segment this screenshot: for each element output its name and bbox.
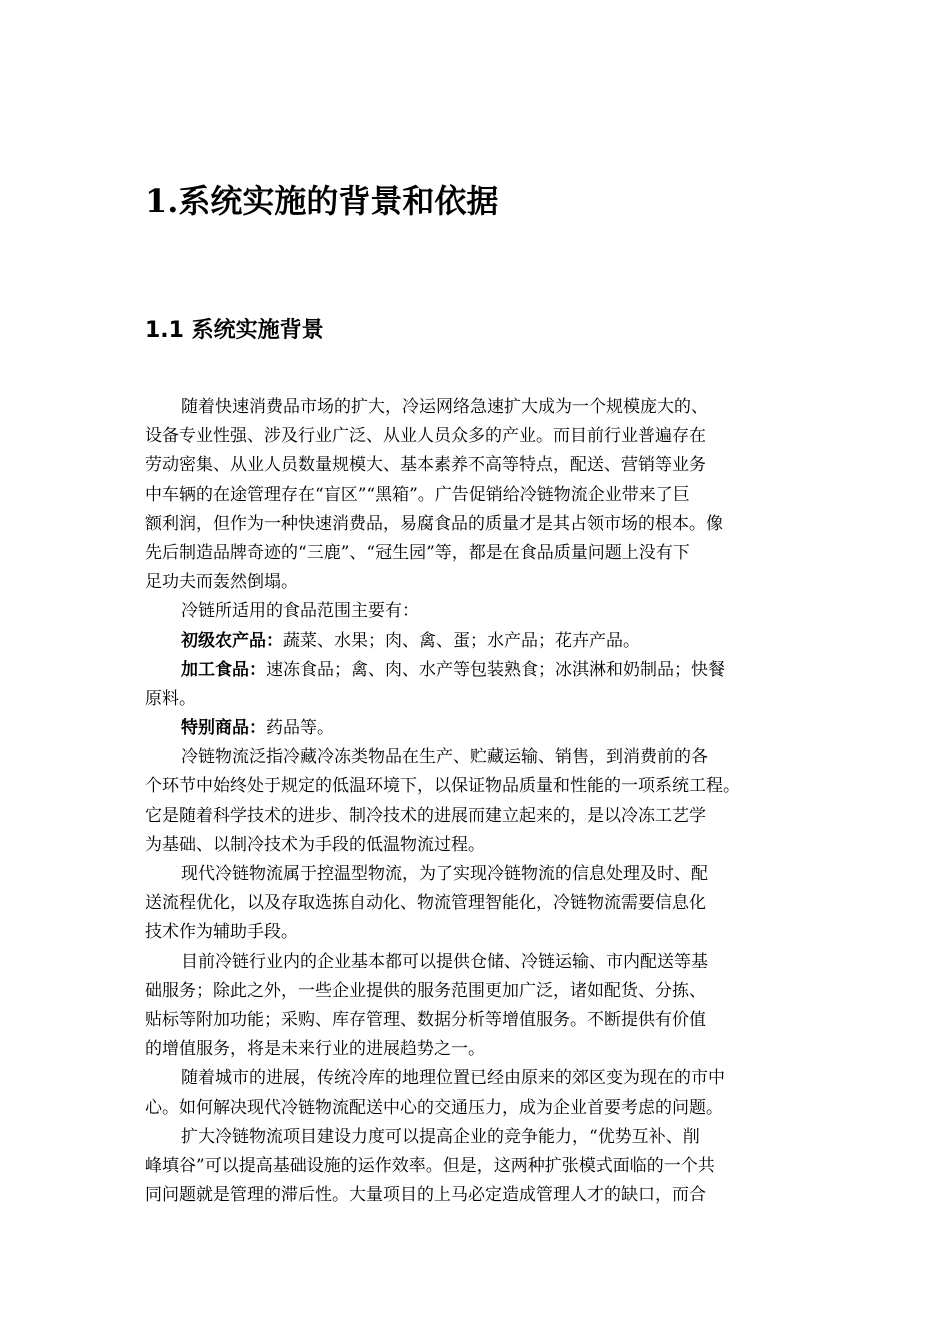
category-label: 特别商品：: [181, 718, 266, 739]
text-line: [145, 539, 825, 568]
line-text: 冷链所适用的食品范围主要有：: [181, 601, 419, 622]
line-text: 技术作为辅助手段。: [145, 922, 298, 943]
text-line: [145, 831, 825, 860]
text-line: [145, 393, 825, 422]
text-line: [145, 685, 825, 714]
text-line: [145, 656, 825, 685]
text-line: [145, 481, 825, 510]
line-text: 中车辆的在途管理存在“盲区”“黑箱”。广告促销给冷链物流企业带来了巨: [145, 484, 690, 505]
text-line: [145, 889, 825, 918]
text-line: [145, 422, 825, 451]
text-line: [145, 627, 825, 656]
text-line: [145, 451, 825, 480]
text-line: [145, 1181, 825, 1210]
text-line: [145, 510, 825, 539]
text-line: [145, 977, 825, 1006]
line-text: 它是随着科学技术的进步、制冷技术的进展而建立起来的，是以冷冻工艺学: [145, 805, 706, 826]
line-text: 劳动密集、从业人员数量规模大、基本素养不高等特点，配送、营销等业务: [145, 455, 706, 476]
line-text: 础服务；除此之外，一些企业提供的服务范围更加广泛，诸如配货、分拣、: [145, 980, 706, 1001]
line-text: 的增值服务，将是未来行业的进展趋势之一。: [145, 1039, 485, 1060]
line-text: 冷链物流泛指冷藏冷冻类物品在生产、贮藏运输、销售，到消费前的各: [181, 747, 708, 768]
text-line: [145, 568, 825, 597]
text-line: [145, 743, 825, 772]
line-text: 贴标等附加功能；采购、库存管理、数据分析等增值服务。不断提供有价值: [145, 1009, 706, 1030]
line-text: 原料。: [145, 688, 196, 709]
chapter-heading: 1.系统实施的背景和依据: [145, 182, 499, 220]
text-line: [145, 1035, 825, 1064]
line-text: 心。如何解决现代冷链物流配送中心的交通压力，成为企业首要考虑的问题。: [145, 1097, 723, 1118]
text-line: [145, 1123, 825, 1152]
line-text: 随着城市的进展，传统冷库的地理位置已经由原来的郊区变为现在的市中: [181, 1068, 725, 1089]
line-text: 送流程优化，以及存取选拣自动化、物流管理智能化，冷链物流需要信息化: [145, 893, 706, 914]
text-line: [145, 860, 825, 889]
line-text: 药品等。: [266, 718, 334, 739]
line-text: 同问题就是管理的滞后性。大量项目的上马必定造成管理人才的缺口，而合: [145, 1185, 706, 1206]
line-text: 扩大冷链物流项目建设力度可以提高企业的竞争能力，“优势互补、削: [181, 1126, 700, 1147]
body-text: [145, 393, 825, 1210]
line-text: 为基础、以制冷技术为手段的低温物流过程。: [145, 834, 485, 855]
category-label: 初级农产品：: [181, 630, 283, 651]
text-line: [145, 802, 825, 831]
line-text: 个环节中始终处于规定的低温环境下，以保证物品质量和性能的一项系统工程。: [145, 776, 740, 797]
line-text: 随着快速消费品市场的扩大，冷运网络急速扩大成为一个规模庞大的、: [181, 397, 708, 417]
section-heading: 1.1 系统实施背景: [145, 318, 324, 343]
line-text: 设备专业性强、涉及行业广泛、从业人员众多的产业。而目前行业普遍存在: [145, 426, 706, 447]
line-text: 足功夫而轰然倒塌。: [145, 572, 298, 593]
line-text: 先后制造品牌奇迹的“三鹿”、“冠生园”等，都是在食品质量问题上没有下: [145, 542, 690, 563]
line-text: 目前冷链行业内的企业基本都可以提供仓储、冷链运输、市内配送等基: [181, 951, 708, 972]
text-line: [145, 714, 825, 743]
text-line: [145, 948, 825, 977]
text-line: [145, 918, 825, 947]
category-label: 加工食品：: [181, 659, 266, 680]
text-line: [145, 1152, 825, 1181]
line-text: 额利润，但作为一种快速消费品，易腐食品的质量才是其占领市场的根本。像: [145, 513, 723, 534]
text-line: [145, 1094, 825, 1123]
text-line: [145, 772, 825, 801]
text-line: [145, 1064, 825, 1093]
text-line: [145, 1006, 825, 1035]
text-line: [145, 597, 825, 626]
line-text: 速冻食品；禽、肉、水产等包装熟食；冰淇淋和奶制品；快餐: [266, 659, 725, 680]
line-text: 现代冷链物流属于控温型物流，为了实现冷链物流的信息处理及时、配: [181, 864, 708, 884]
line-text: 峰填谷”可以提高基础设施的运作效率。但是，这两种扩张模式面临的一个共: [145, 1155, 715, 1176]
line-text: 蔬菜、水果；肉、禽、蛋；水产品；花卉产品。: [283, 630, 640, 651]
